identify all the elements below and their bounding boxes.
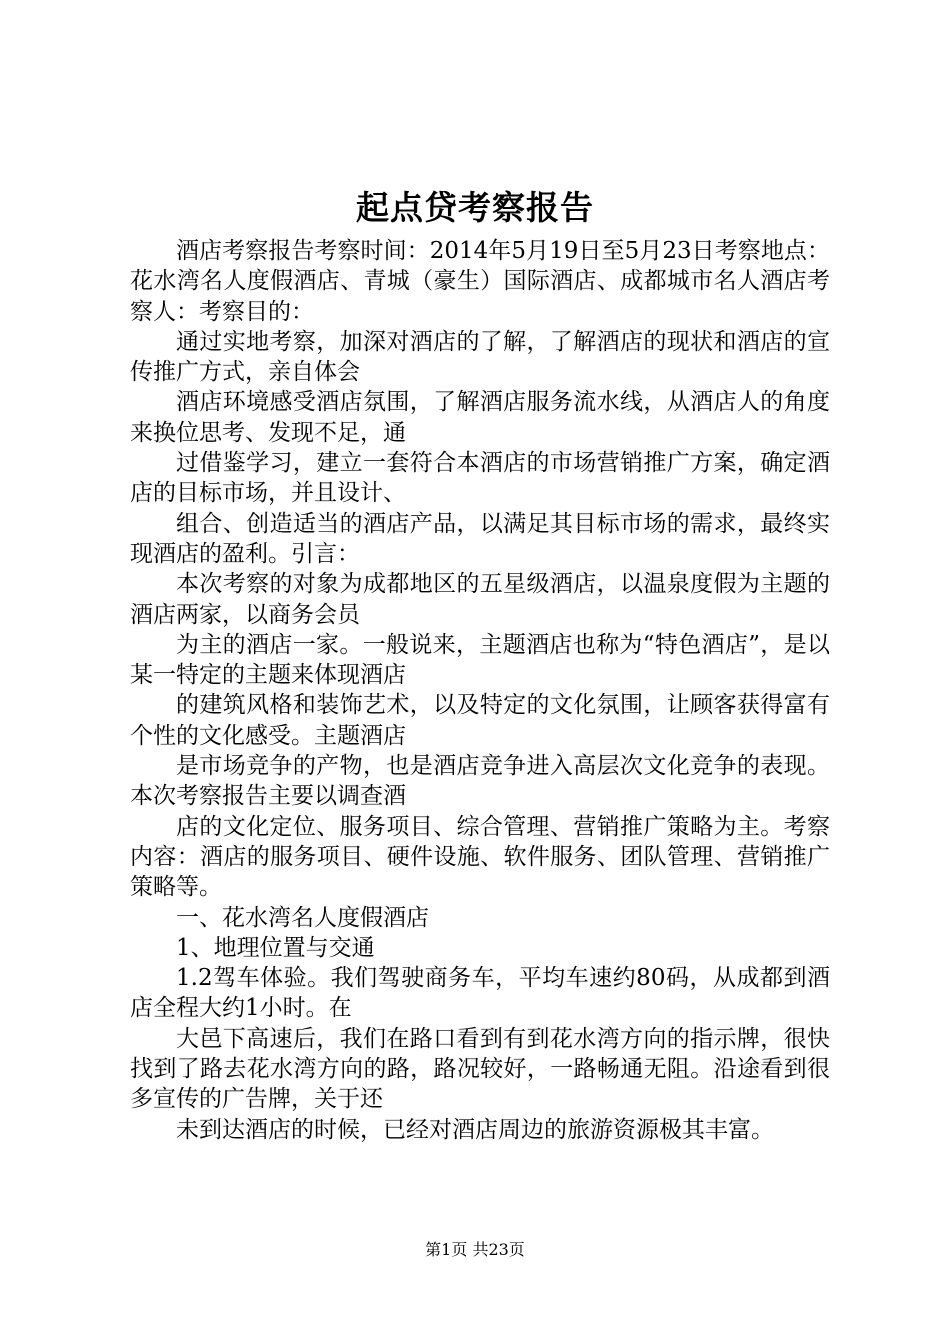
paragraph: 酒店考察报告考察时间：2014年5月19日至5月23日考察地点：花水湾名人度假酒店、青城（豪生）国际酒店、成都城市名人酒店考察人：考察目的：: [130, 238, 830, 325]
paragraph: 大邑下高速后，我们在路口看到有到花水湾方向的指示牌，很快找到了路去花水湾方向的路，路况较好，一路畅通无阻。沿途看到很多宣传的广告牌，关于还: [130, 1025, 830, 1113]
paragraph: 未到达酒店的时候，已经对酒店周边的旅游资源极其丰富。: [176, 1116, 774, 1143]
document-body: [130, 236, 830, 1145]
paragraph: 为主的酒店一家。一般说来，主题酒店也称为“特色酒店”，是以某一特定的主题来体现酒店: [130, 631, 830, 689]
document-title: 起点贷考察报告: [356, 188, 594, 227]
paragraph: 酒店环境感受酒店氛围，了解酒店服务流水线，从酒店人的角度来换位思考、发现不足，通: [130, 389, 830, 446]
section-heading: 一、花水湾名人度假酒店: [176, 904, 429, 931]
paragraph: 通过实地考察，加深对酒店的了解，了解酒店的现状和酒店的宣传推广方式，亲自体会: [130, 328, 830, 386]
page-number-footer: 第1页 共23页: [425, 1240, 525, 1259]
paragraph: 1.2驾车体验。我们驾驶商务车，平均车速约80码，从成都到酒店全程大约1小时。在: [130, 965, 830, 1022]
paragraph: 组合、创造适当的酒店产品，以满足其目标市场的需求，最终实现酒店的盈利。引言：: [130, 510, 830, 567]
paragraph: 是市场竞争的产物，也是酒店竞争进入高层次文化竞争的表现。本次考察报告主要以调查酒: [130, 753, 830, 810]
paragraph: 店的文化定位、服务项目、综合管理、营销推广策略为主。考察内容：酒店的服务项目、硬件设施、软件服务、团队管理、营销推广策略等。: [130, 813, 830, 901]
paragraph: 过借鉴学习，建立一套符合本酒店的市场营销推广方案，确定酒店的目标市场，并且设计、: [130, 450, 830, 507]
paragraph: 的建筑风格和装饰艺术，以及特定的文化氛围，让顾客获得富有个性的文化感受。主题酒店: [130, 692, 830, 749]
subsection-heading: 1、地理位置与交通: [176, 934, 375, 961]
paragraph: 本次考察的对象为成都地区的五星级酒店，以温泉度假为主题的酒店两家，以商务会员: [130, 571, 830, 628]
